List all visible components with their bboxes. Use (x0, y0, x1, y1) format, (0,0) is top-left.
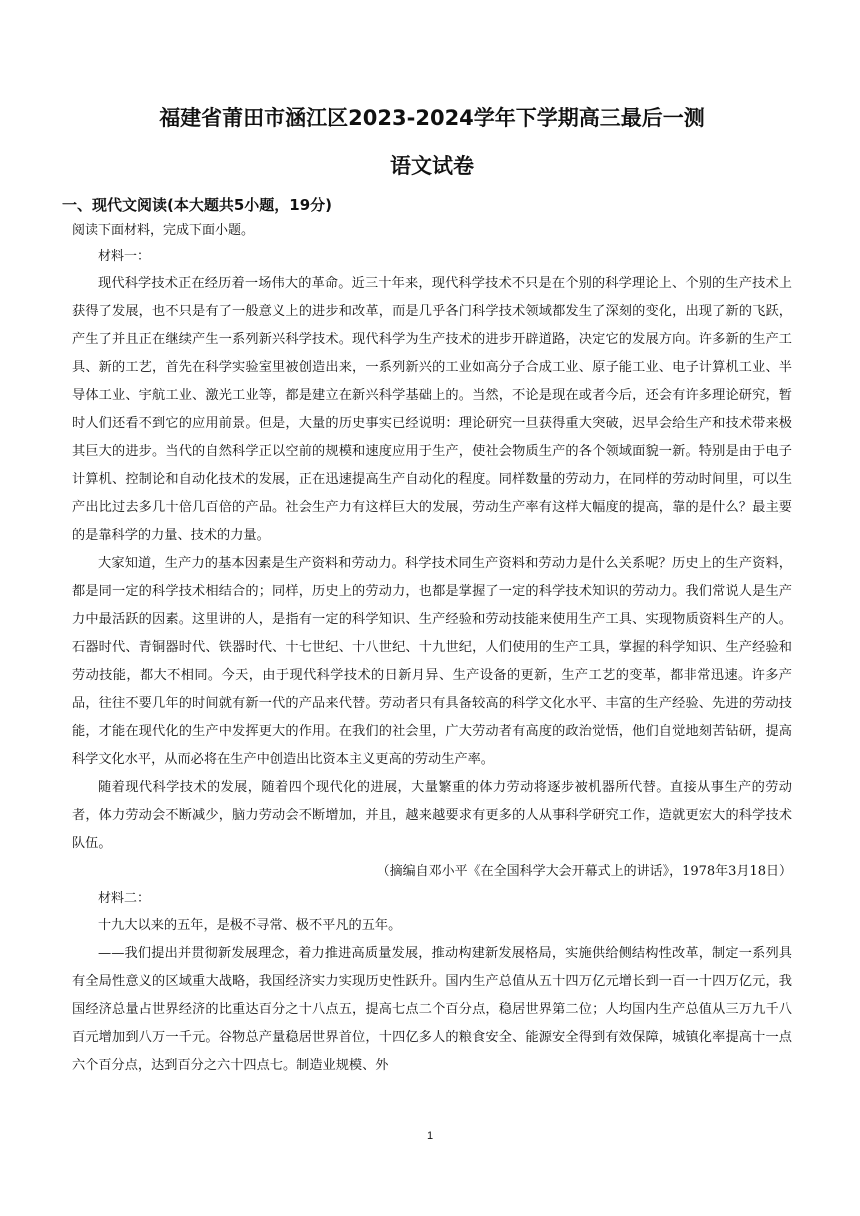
page-number: 1 (426, 1130, 434, 1142)
material-one-paragraph: 大家知道，生产力的基本因素是生产资料和劳动力。科学技术同生产资料和劳动力是什么关系呢？历史上的生产资料，都是同一定的科学技术相结合的；同样，历史上的劳动力，也都是掌握了一定的科学技术知识的劳动力。我们常说人是生产力中最活跃的因素。这里讲的人，是指有一定的科学知识、生产经验和劳动技能来使用生产工具、实现物质资料生产的人。石器时代、青铜器时代、铁器时代、十七世纪、十八世纪、十九世纪，人们使用的生产工具，掌握的科学知识、生产经验和劳动技能，都大不相同。今天，由于现代科学技术的日新月异、生产设备的更新，生产工艺的变革，都非常迅速。许多产品，往往不要几年的时间就有新一代的产品来代替。劳动者只有具备较高的科学文化水平、丰富的生产经验、先进的劳动技能，才能在现代化的生产中发挥更大的作用。在我们的社会里，广大劳动者有高度的政治觉悟，他们自觉地刻苦钻研，提高科学文化水平，从而必将在生产中创造出比资本主义更高的劳动生产率。 (72, 556, 792, 767)
material-two-paragraph: ——我们提出并贯彻新发展理念，着力推进高质量发展，推动构建新发展格局，实施供给侧结构性改革，制定一系列具有全局性意义的区域重大战略，我国经济实力实现历史性跃升。国内生产总值从五十四万亿元增长到一百一十四万亿元，我国经济总量占世界经济的比重达百分之十八点五，提高七点二个百分点，稳居世界第二位；人均国内生产总值从三万九千八百元增加到八万一千元。谷物总产量稳居世界首位，十四亿多人的粮食安全、能源安全得到有效保障，城镇化率提高十一点六个百分点，达到百分之六十四点七。制造业规模、外 (72, 946, 792, 1073)
material-two (72, 886, 792, 1080)
reading-instruction: 阅读下面材料，完成下面小题。 (72, 223, 255, 238)
document-page (62, 0, 792, 1080)
material-one (72, 244, 792, 886)
material-one-paragraph: 随着现代科学技术的发展，随着四个现代化的进展，大量繁重的体力劳动将逐步被机器所代替。直接从事生产的劳动者，体力劳动会不断减少，脑力劳动会不断增加，并且，越来越要求有更多的人从事科学研究工作，造就更宏大的科学技术队伍。 (72, 780, 792, 851)
material-two-paragraph: 十九大以来的五年，是极不寻常、极不平凡的五年。 (98, 918, 402, 933)
material-one-paragraph: 现代科学技术正在经历着一场伟大的革命。近三十年来，现代科学技术不只是在个别的科学理论上、个别的生产技术上获得了发展，也不只是有了一般意义上的进步和改革，而是几乎各门科学技术领域都发生了深刻的变化，出现了新的飞跃，产生了并且正在继续产生一系列新兴科学技术。现代科学为生产技术的进步开辟道路，决定它的发展方向。许多新的生产工具、新的工艺，首先在科学实验室里被创造出来，一系列新兴的工业如高分子合成工业、原子能工业、电子计算机工业、半导体工业、宇航工业、激光工业等，都是建立在新兴科学基础上的。当然，不论是现在或者今后，还会有许多理论研究，暂时人们还看不到它的应用前景。但是，大量的历史事实已经说明：理论研究一旦获得重大突破，迟早会给生产和技术带来极其巨大的进步。当代的自然科学正以空前的规模和速度应用于生产，使社会物质生产的各个领域面貌一新。特别是由于电子计算机、控制论和自动化技术的发展，正在迅速提高生产自动化的程度。同样数量的劳动力，在同样的劳动时间里，可以生产出比过去多几十倍几百倍的产品。社会生产力有这样巨大的发展，劳动生产率有这样大幅度的提高，靠的是什么？最主要的是靠科学的力量、技术的力量。 (72, 276, 792, 543)
material-one-source: （摘编自邓小平《在全国科学大会开幕式上的讲话》，1978年3月18日） (376, 864, 792, 879)
material-one-label: 材料一： (98, 249, 151, 264)
material-two-label: 材料二： (98, 891, 151, 906)
document-title: 福建省莆田市涵江区2023-2024学年下学期高三最后一测 (159, 106, 705, 130)
document-subtitle: 语文试卷 (390, 154, 474, 178)
section-heading: 一、现代文阅读(本大题共5小题，19分) (62, 196, 333, 214)
